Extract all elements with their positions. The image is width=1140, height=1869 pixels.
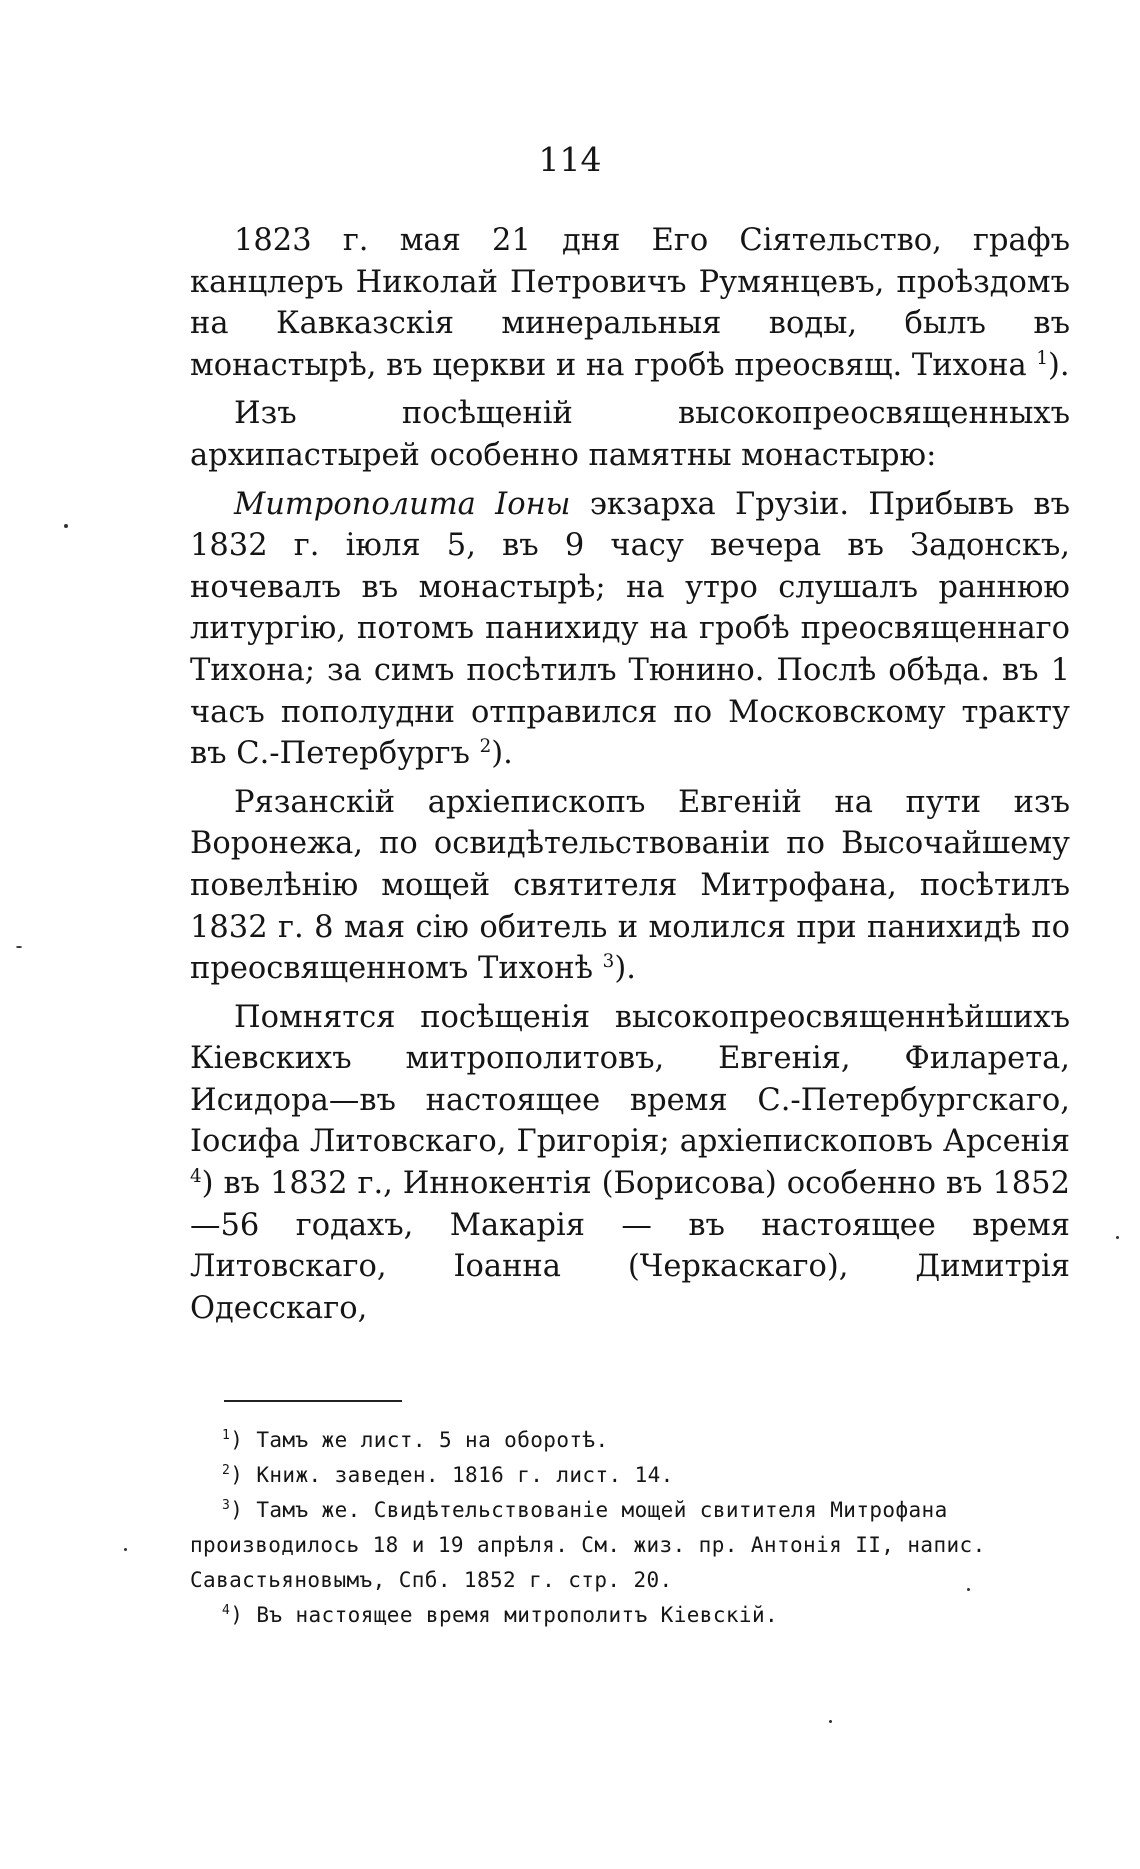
paragraph-metropolitan-iona: Митрополита Іоны экзарха Грузіи. Прибывъ въ 1832 г. іюля 5, въ 9 часу вечера въ Задонскъ, ночевалъ въ монастырѣ; на утро слушалъ раннюю литургію, потомъ панихиду на гробѣ преосвященнаго Тихона; за симъ посѣтилъ Тюнино. Послѣ обѣда. въ 1 часъ пополудни отправился по Московскому тракту въ С.-Петербургъ $^2$). xyxy=(190,486,1070,772)
page-number: 114 xyxy=(538,140,602,179)
scan-speck xyxy=(1116,1236,1119,1239)
footnote-mark: 4 xyxy=(222,1603,231,1618)
footnote: $^4$) Въ настоящее время митрополитъ Кіевскій. xyxy=(222,1603,779,1627)
paragraph-text: Изъ посѣщеній высокопреосвященныхъ архипастырей особенно памятны монастырю: xyxy=(190,396,1070,473)
paragraph-text: экзарха Грузіи. Прибывъ въ 1832 г. іюля 5, въ 9 часу вечера въ Задонскъ, ночевалъ въ монастырѣ; на утро слушалъ раннюю литургію, потомъ панихиду на гробѣ преосвященнаго Тихона; за симъ посѣтилъ Тюнино. Послѣ обѣда. въ 1 часъ пополудни отправился по Московскому тракту въ С.-Петербургъ xyxy=(190,486,1070,772)
footnotes xyxy=(190,1423,1070,1633)
scan-speck xyxy=(829,1720,832,1723)
footnote: $^1$) Тамъ же лист. 5 на оборотѣ. xyxy=(222,1428,609,1452)
footnote-ref: 2 xyxy=(479,735,492,757)
footnote-mark: 2 xyxy=(222,1463,231,1478)
scan-speck xyxy=(124,1548,127,1551)
footnote-mark: 3 xyxy=(222,1498,231,1513)
footnote-mark: 1 xyxy=(222,1428,231,1443)
footnote-ref: 4 xyxy=(190,1165,202,1187)
body-text xyxy=(190,220,1070,1329)
footnote-ref: 1 xyxy=(1036,347,1048,369)
footnote-text: Книж. заведен. 1816 г. лист. 14. xyxy=(256,1463,674,1487)
paragraph-text: Помнятся посѣщенія высокопреосвященнѣйшихъ Кіевскихъ митрополитовъ, Евгенія, Филарета, Исидора—въ настоящее время С.-Петербургскаго, Іосифа Литовскаго, Григорія; архіепископовъ Арсенія xyxy=(190,999,1070,1160)
paragraph-text: 1823 г. мая 21 дня Его Сіятельство, графъ канцлеръ Николай Петровичъ Румянцевъ, проѣздомъ на Кавказскія минеральныя воды, былъ въ монастырѣ, въ церкви и на гробѣ преосвящ. Тихона xyxy=(190,223,1070,383)
paragraph-rumyantsev: 1823 г. мая 21 дня Его Сіятельство, графъ канцлеръ Николай Петровичъ Румянцевъ, проѣздомъ на Кавказскія минеральныя воды, былъ въ монастырѣ, въ церкви и на гробѣ преосвящ. Тихона $^1$). xyxy=(190,223,1070,383)
paragraph-kiev-metropolitans: Помнятся посѣщенія высокопреосвященнѣйшихъ Кіевскихъ митрополитовъ, Евгенія, Филарета, Исидора—въ настоящее время С.-Петербургскаго, Іосифа Литовскаго, Григорія; архіепископовъ Арсенія $^4$) въ 1832 г., Иннокентія (Борисова) особенно въ 1852—56 годахъ, Макарія — въ настоящее время Литовскаго, Іоанна (Черкаскаго), Димитрія Одесскаго, xyxy=(190,999,1070,1326)
footnote-divider xyxy=(224,1400,402,1402)
scan-speck xyxy=(16,946,22,948)
footnote-text: Тамъ же. Свидѣтельствованіе мощей свитителя Митрофана производилось 18 и 19 апрѣля. См. жиз. пр. Антонія II, напис. Савастьяновымъ, Спб. 1852 г. стр. 20. xyxy=(190,1498,986,1592)
scan-speck xyxy=(64,524,68,528)
footnote: $^3$) Тамъ же. Свидѣтельствованіе мощей свитителя Митрофана производилось 18 и 19 апрѣля. См. жиз. пр. Антонія II, напис. Савастьяновымъ, Спб. 1852 г. стр. 20. xyxy=(190,1498,986,1592)
paragraph-text: Рязанскій архіепископъ Евгеній на пути изъ Воронежа, по освидѣтельствованіи по Высочайшему повелѣнію мощей святителя Митрофана, посѣтилъ 1832 г. 8 мая сію обитель и молился при панихидѣ по преосвященномъ Тихонѣ xyxy=(190,784,1070,987)
italic-name: Митрополита Іоны xyxy=(234,486,571,522)
footnote-ref: 3 xyxy=(602,950,615,972)
paragraph-archpastors-intro xyxy=(190,393,1070,476)
paragraph-evgeny-ryazan: Рязанскій архіепископъ Евгеній на пути изъ Воронежа, по освидѣтельствованіи по Высочайшему повелѣнію мощей святителя Митрофана, посѣтилъ 1832 г. 8 мая сію обитель и молился при панихидѣ по преосвященномъ Тихонѣ $^3$). xyxy=(190,784,1070,987)
footnote-text: Въ настоящее время митрополитъ Кіевскій. xyxy=(256,1603,779,1627)
footnote: $^2$) Книж. заведен. 1816 г. лист. 14. xyxy=(222,1463,674,1487)
footnote-text: Тамъ же лист. 5 на оборотѣ. xyxy=(256,1428,609,1452)
scan-speck xyxy=(967,1588,970,1591)
